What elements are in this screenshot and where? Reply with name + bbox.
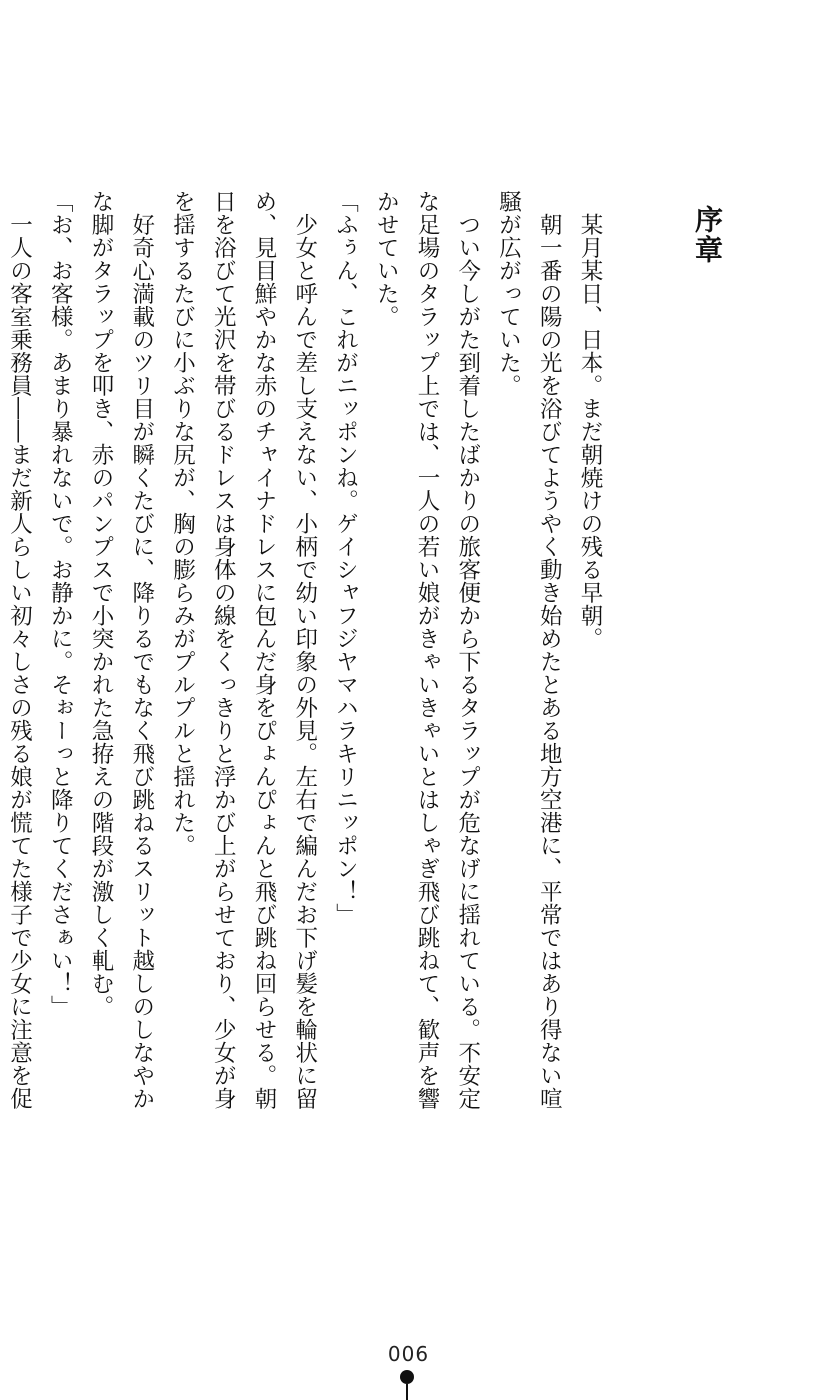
text-line: 日を浴びて光沢を帯びるドレスは身体の線をくっきりと浮かび上がらせており、少女が身 [210,190,237,1110]
text-line: 某月某日、日本。まだ朝焼けの残る早朝。 [577,190,603,650]
chapter-title: 序章 [691,205,724,265]
text-line: 騒が広がっていた。 [495,190,522,397]
text-line: 少女と呼んで差し支えない、小柄で幼い印象の外見。左右で編んだお下げ髪を輪状に留 [291,190,318,1110]
text-line: を揺するたびに小ぶりな尻が、胸の膨らみがプルプルと揺れた。 [169,190,196,857]
text-line: 「ふぅん、これがニッポンね。ゲイシャフジヤマハラキリニッポン！」 [332,190,359,926]
text-line: な脚がタラップを叩き、赤のパンプスで小突かれた急拵えの階段が激しく軋む。 [88,190,114,1018]
text-line: 好奇心満載のツリ目が瞬くたびに、降りるでもなく飛び跳ねるスリット越しのしなやか [128,190,155,1110]
text-line: め、見目鮮やかな赤のチャイナドレスに包んだ身をぴょんぴょんと飛び跳ね回らせる。朝 [251,190,277,1110]
text-line: 「お、お客様。あまり暴れないで。お静かに。そぉーっと降りてくださぁい！」 [47,190,74,1018]
text-line: つい今しがた到着したばかりの旅客便から下るタラップが危なげに揺れている。不安定 [454,190,481,1110]
body-text [6,190,610,1150]
page-number: 006 [387,1342,430,1366]
page-marker-rule [406,1384,408,1400]
text-line: な足場のタラップ上では、一人の若い娘がきゃいきゃいとはしゃぎ飛び跳ねて、歓声を響 [414,190,440,1110]
text-line: かせていた。 [373,190,400,328]
text-line: 朝一番の陽の光を浴びてようやく動き始めたとある地方空港に、平常ではあり得ない喧 [536,190,563,1110]
page-marker-dot [400,1370,414,1384]
text-line: 一人の客室乗務員――まだ新人らしい初々しさの残る娘が慌てた様子で少女に注意を促 [6,190,33,1110]
